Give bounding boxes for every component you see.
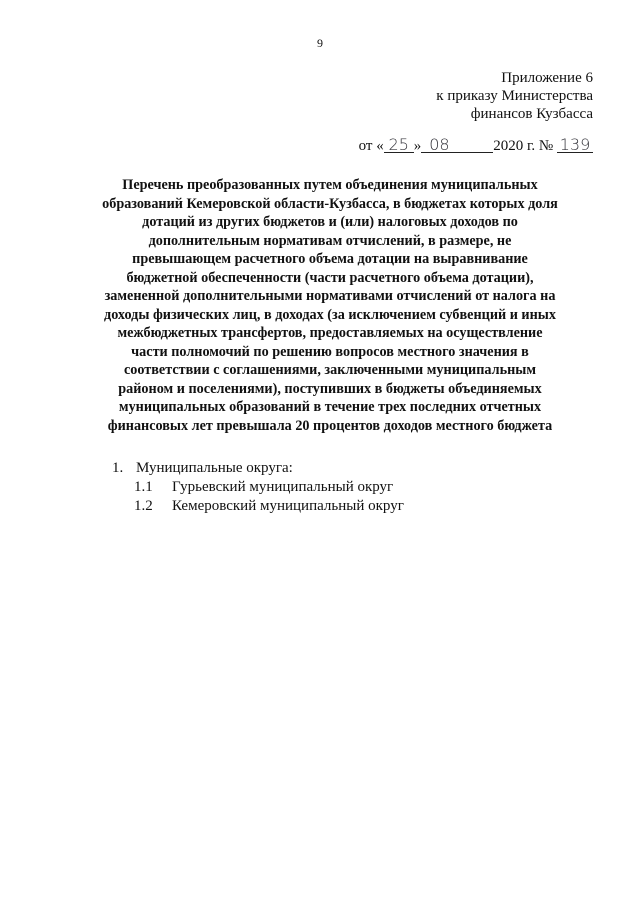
appendix-line-3: финансов Кузбасса [470,106,593,122]
order-day-handwritten: 25 [384,136,414,154]
list-heading-row [112,459,404,478]
list-item [112,497,404,516]
list-heading-text: Муниципальные округа: [136,460,293,476]
list-heading-number: 1. [112,460,124,476]
list-item-name: Кемеровский муниципальный округ [172,498,404,514]
order-date-line [359,136,593,155]
order-month-handwritten: 08 [421,136,493,154]
appendix-line-1: Приложение 6 [501,70,593,86]
list-item-number: 1.1 [134,479,153,495]
order-year-text: 2020 г. № [493,138,554,154]
appendix-line-2: к приказу Министерства [436,88,593,104]
list-item-number: 1.2 [134,498,153,514]
page-number: 9 [317,36,323,50]
list-item [112,478,404,497]
order-date-mid: » [413,138,422,154]
document-title: Перечень преобразованных путем объединения муниципальных образований Кемеровской области-Кузбасса, в бюджетах которых доля дотаций из других бюджетов и (или) налоговых доходов по дополнительным нормативам отчислений, в размере, не превышающем расчетного объема дотации на выравнивание бюджетной обеспеченности (части расчетного объема дотации), замененной дополнительными нормативами отчислений от налога на доходы физических лиц, в доходах (за исключением субвенций и иных межбюджетных трансфертов, предоставляемых на осуществление части полномочий по решению вопросов местного значения в соответствии с соглашениями, заключенными муниципальным районом и поселениями), поступивших в бюджеты объединяемых муниципальных образований в течение трех последних отчетных финансовых лет превышала 20 процентов доходов местного бюджета [102,177,558,434]
order-date-prefix: от « [358,138,384,154]
list-item-name: Гурьевский муниципальный округ [172,479,394,495]
order-number-handwritten: 139 [557,136,593,154]
appendix-header [436,69,593,123]
municipal-list [112,459,404,516]
